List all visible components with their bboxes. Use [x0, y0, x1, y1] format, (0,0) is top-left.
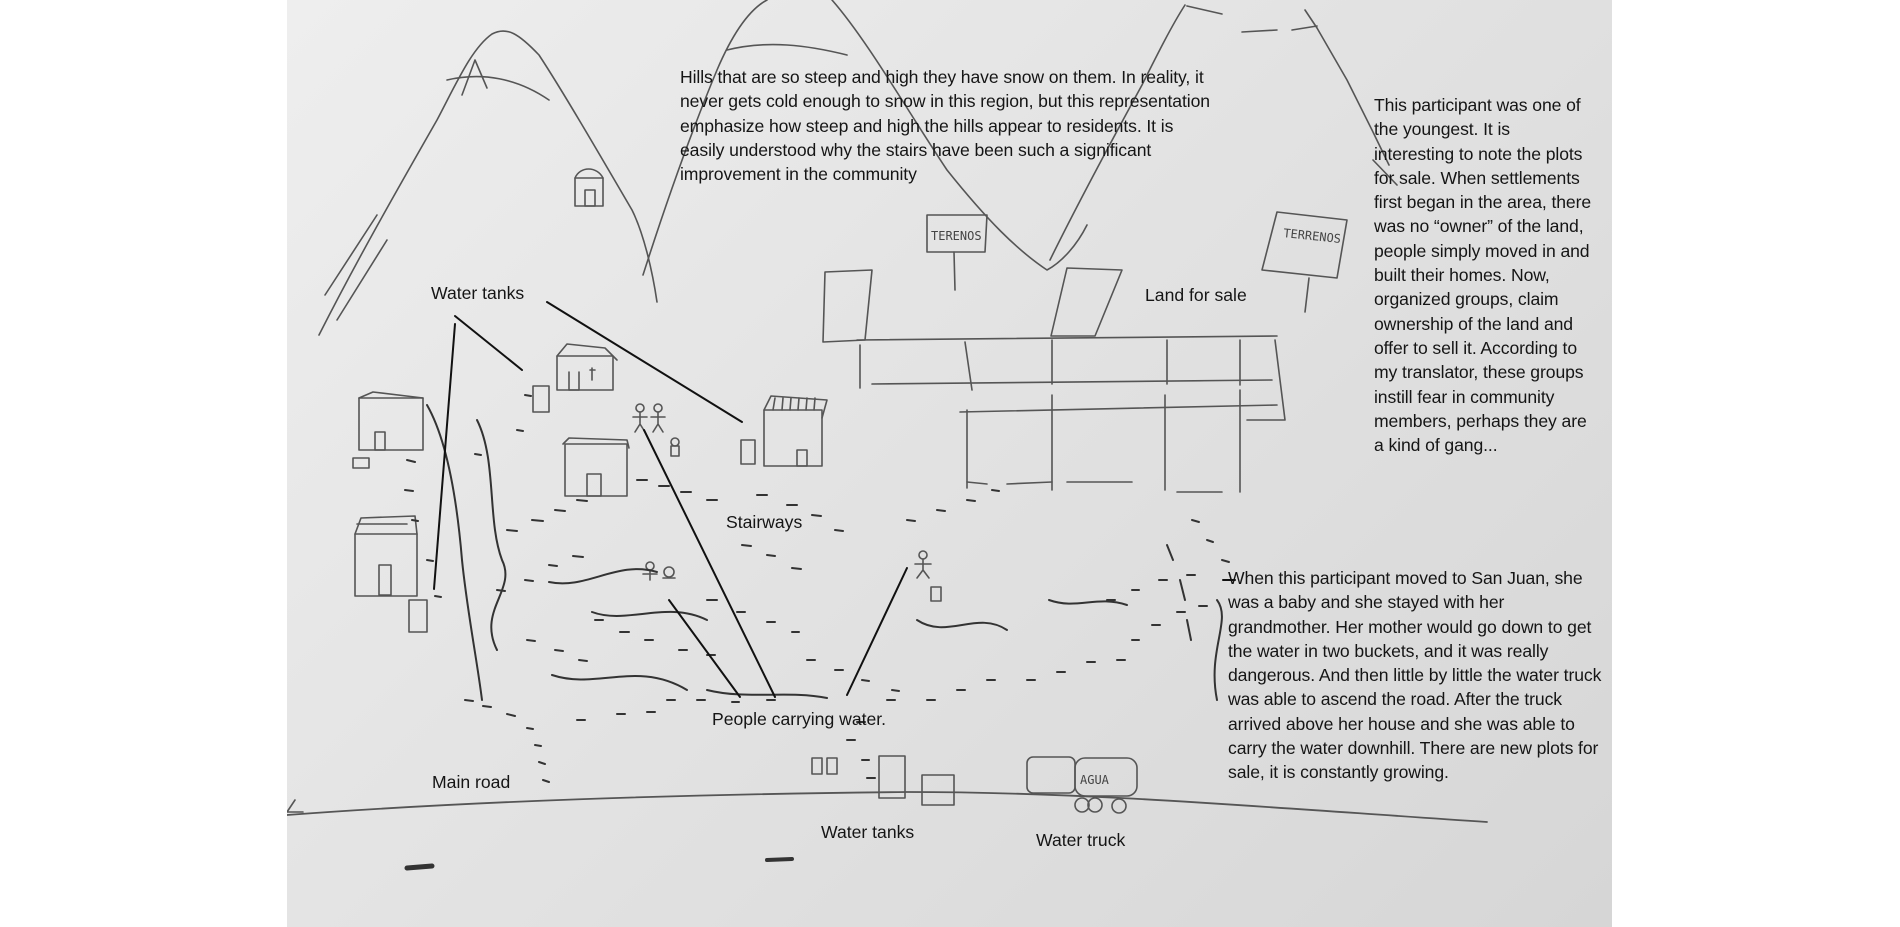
drawing-sheet [287, 0, 1612, 927]
label-main-road: Main road [432, 772, 511, 792]
agua-text: AGUA [1080, 773, 1109, 787]
label-stairways: Stairways [726, 512, 803, 532]
leader-lines [434, 302, 1235, 697]
road-mark [407, 866, 432, 868]
label-water-truck: Water truck [1036, 830, 1126, 850]
label-people-carrying-water: People carrying water. [712, 709, 887, 729]
label-water-tanks-top: Water tanks [431, 283, 525, 303]
terrenos-sign-2: TERRENOS [1282, 226, 1342, 247]
terrenos-sign-1: TERENOS [931, 229, 982, 243]
label-water-tanks-bottom: Water tanks [821, 822, 915, 842]
sign-text [931, 226, 1342, 246]
participant-annotation: This participant was one of the youngest. It is interesting to note the plots for sale. When settlements first began in the area, there was no “owner” of the land, people simply moved in and built their homes. Now, organized groups, claim ownership of the land and offer to sell it. According to my translator, these groups instill fear in community members, perhaps they are a kind of gang... [1374, 95, 1592, 456]
water-truck-drawing [1027, 757, 1137, 813]
label-land-for-sale: Land for sale [1145, 285, 1247, 305]
water-tanks [409, 386, 954, 805]
hilltop-house [575, 169, 603, 206]
story-annotation: When this participant moved to San Juan, she was a baby and she stayed with her grandmother. Her mother would go down to get the water in two buckets, and it was really dangerous. And then little by little the water truck was able to ascend the road. After the truck arrived above her house and she was able to carry the water downhill. There are new plots for sale, it is constantly growing. [1228, 568, 1602, 783]
hills-annotation: Hills that are so steep and high they have snow on them. In reality, it never gets cold enough to snow in this region, but this representation emphasize how steep and high the hills appear to residents. It is easily understood why the stairs have been such a significant improvement in the community [680, 67, 1210, 185]
houses [353, 344, 827, 596]
main-road-line [287, 792, 1487, 822]
land-plots [823, 212, 1347, 492]
